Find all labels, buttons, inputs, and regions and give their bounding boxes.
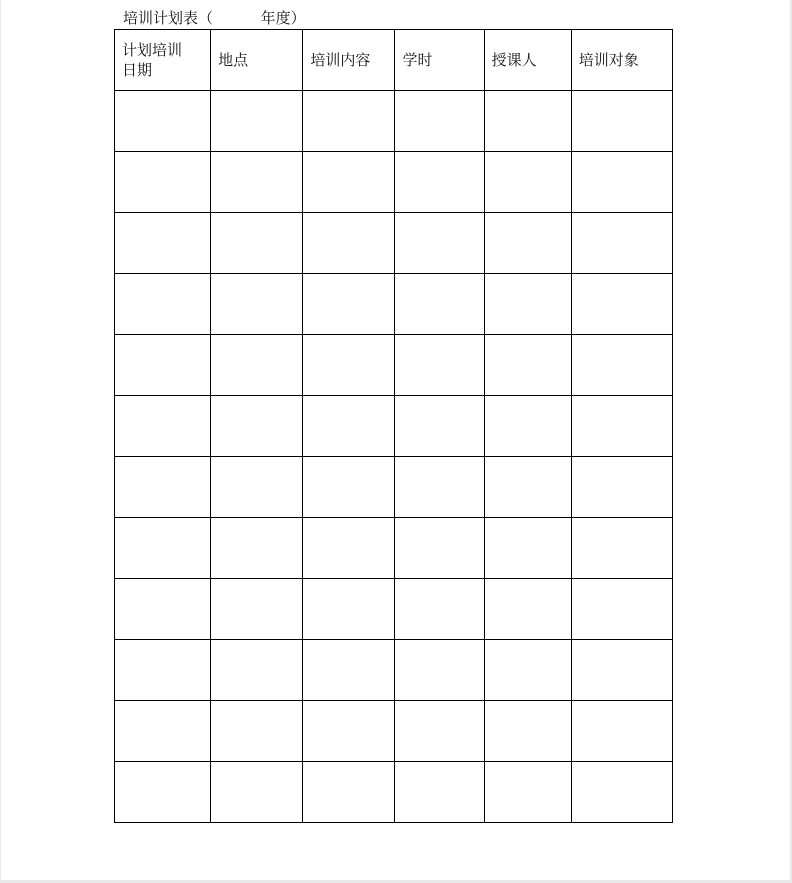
table-cell[interactable]	[395, 457, 484, 518]
table-row	[115, 274, 673, 335]
table-row	[115, 335, 673, 396]
table-cell[interactable]	[395, 579, 484, 640]
table-body	[115, 91, 673, 823]
table-cell[interactable]	[395, 640, 484, 701]
header-planned-date	[115, 30, 211, 91]
table-row	[115, 640, 673, 701]
table-cell[interactable]	[303, 640, 395, 701]
table-cell[interactable]	[395, 396, 484, 457]
table-cell[interactable]	[395, 701, 484, 762]
table-row	[115, 457, 673, 518]
table-cell[interactable]	[303, 335, 395, 396]
table-cell[interactable]	[211, 762, 303, 823]
table-cell[interactable]	[211, 640, 303, 701]
table-cell[interactable]	[571, 213, 672, 274]
table-cell[interactable]	[571, 518, 672, 579]
table-cell[interactable]	[115, 274, 211, 335]
table-cell[interactable]	[303, 91, 395, 152]
table-cell[interactable]	[303, 152, 395, 213]
table-cell[interactable]	[395, 518, 484, 579]
table-cell[interactable]	[571, 640, 672, 701]
table-row	[115, 91, 673, 152]
table-cell[interactable]	[571, 274, 672, 335]
table-cell[interactable]	[115, 152, 211, 213]
table-cell[interactable]	[395, 213, 484, 274]
table-cell[interactable]	[484, 518, 571, 579]
table-cell[interactable]	[484, 457, 571, 518]
table-cell[interactable]	[115, 335, 211, 396]
header-label: 培训内容	[310, 51, 371, 69]
table-cell[interactable]	[115, 701, 211, 762]
table-cell[interactable]	[211, 213, 303, 274]
header-label: 地点	[218, 51, 249, 69]
table-cell[interactable]	[484, 91, 571, 152]
table-cell[interactable]	[484, 579, 571, 640]
table-cell[interactable]	[115, 518, 211, 579]
table-cell[interactable]	[571, 152, 672, 213]
header-audience	[571, 30, 672, 91]
table-cell[interactable]	[211, 152, 303, 213]
table-row	[115, 701, 673, 762]
header-content	[303, 30, 395, 91]
table-cell[interactable]	[303, 396, 395, 457]
table-cell[interactable]	[484, 213, 571, 274]
table-cell[interactable]	[395, 335, 484, 396]
table-cell[interactable]	[484, 335, 571, 396]
table-row	[115, 396, 673, 457]
table-cell[interactable]	[115, 213, 211, 274]
table-row	[115, 213, 673, 274]
table-cell[interactable]	[484, 152, 571, 213]
table-cell[interactable]	[115, 762, 211, 823]
table-cell[interactable]	[211, 396, 303, 457]
table-cell[interactable]	[303, 518, 395, 579]
header-location	[211, 30, 303, 91]
table-row	[115, 579, 673, 640]
table-cell[interactable]	[211, 274, 303, 335]
table-cell[interactable]	[395, 91, 484, 152]
training-plan-table	[114, 29, 673, 823]
header-instructor	[484, 30, 571, 91]
page-title: 培训计划表（ 年度）	[123, 9, 306, 27]
table-cell[interactable]	[484, 274, 571, 335]
table-cell[interactable]	[303, 762, 395, 823]
table-cell[interactable]	[571, 457, 672, 518]
table-cell[interactable]	[115, 457, 211, 518]
table-row	[115, 518, 673, 579]
table-cell[interactable]	[115, 640, 211, 701]
table-cell[interactable]	[115, 396, 211, 457]
header-label: 培训对象	[578, 51, 639, 69]
table-cell[interactable]	[571, 701, 672, 762]
header-label: 计划培训日期	[122, 41, 183, 79]
table-cell[interactable]	[303, 274, 395, 335]
table-cell[interactable]	[211, 335, 303, 396]
table-cell[interactable]	[571, 335, 672, 396]
table-cell[interactable]	[571, 762, 672, 823]
table-cell[interactable]	[571, 91, 672, 152]
table-cell[interactable]	[395, 274, 484, 335]
table-cell[interactable]	[395, 152, 484, 213]
document-page	[1, 0, 790, 880]
header-label: 学时	[402, 51, 433, 69]
table-cell[interactable]	[571, 579, 672, 640]
table-cell[interactable]	[571, 396, 672, 457]
table-cell[interactable]	[303, 457, 395, 518]
table-header-row	[115, 30, 673, 91]
header-hours	[395, 30, 484, 91]
table-cell[interactable]	[211, 701, 303, 762]
table-cell[interactable]	[484, 640, 571, 701]
table-cell[interactable]	[115, 91, 211, 152]
table-cell[interactable]	[211, 518, 303, 579]
header-label: 授课人	[491, 51, 537, 69]
table-cell[interactable]	[211, 91, 303, 152]
table-cell[interactable]	[115, 579, 211, 640]
table-cell[interactable]	[484, 701, 571, 762]
table-row	[115, 152, 673, 213]
table-cell[interactable]	[395, 762, 484, 823]
table-cell[interactable]	[211, 457, 303, 518]
table-cell[interactable]	[303, 701, 395, 762]
table-cell[interactable]	[211, 579, 303, 640]
table-cell[interactable]	[484, 762, 571, 823]
table-cell[interactable]	[303, 579, 395, 640]
table-cell[interactable]	[484, 396, 571, 457]
table-cell[interactable]	[303, 213, 395, 274]
table-row	[115, 762, 673, 823]
